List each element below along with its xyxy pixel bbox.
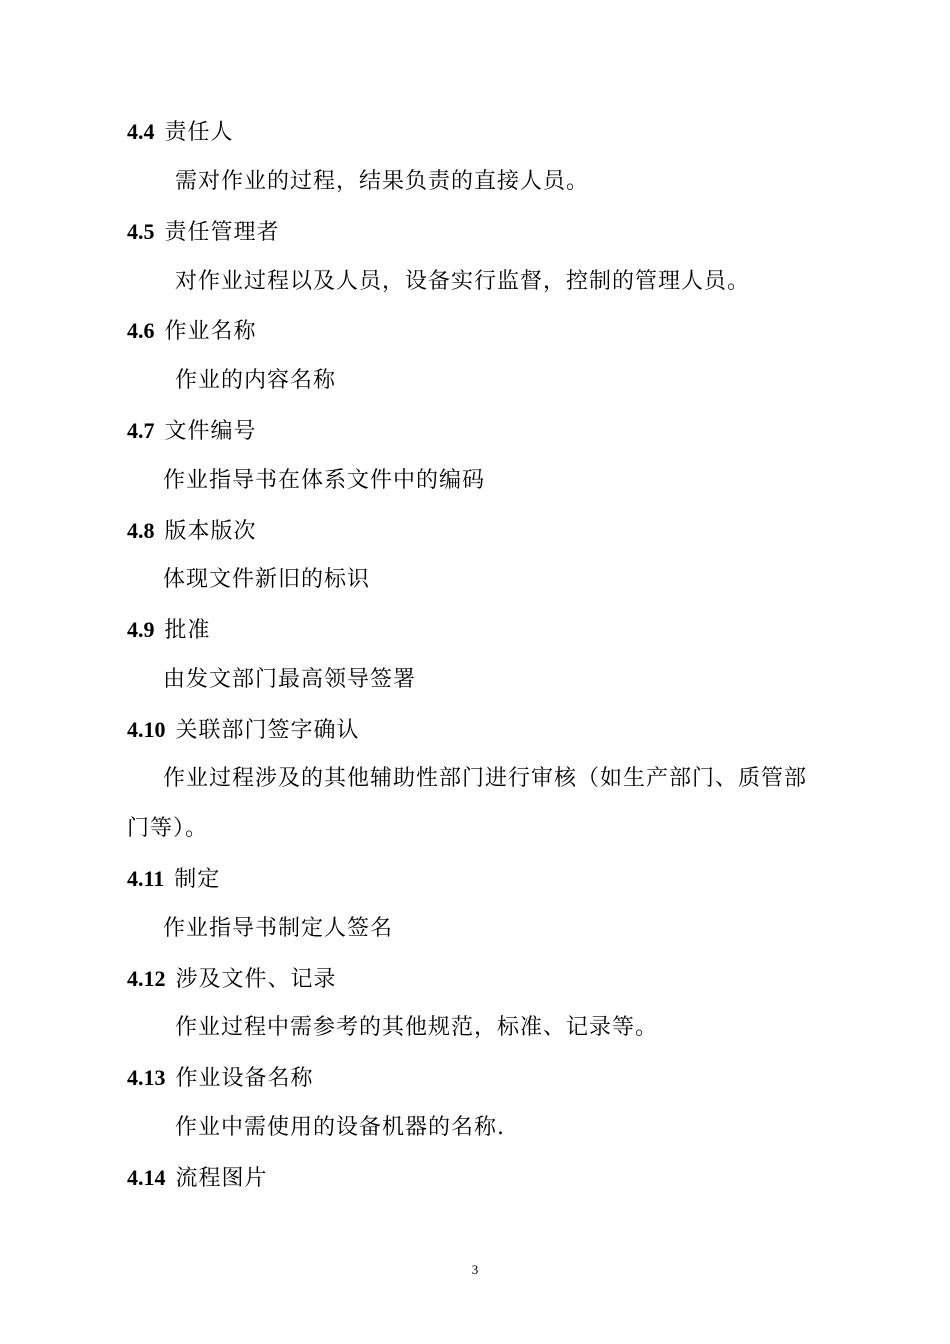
section-body-4-8: 体现文件新旧的标识 — [163, 567, 371, 592]
section-body-4-9: 由发文部门最高领导签署 — [163, 667, 417, 692]
section-heading-4-4 — [127, 117, 234, 148]
section-heading-4-13 — [127, 1063, 314, 1094]
section-heading-4-5 — [127, 217, 280, 248]
section-body-4-6: 作业的内容名称 — [175, 368, 337, 393]
section-body-4-10: 作业过程涉及的其他辅助性部门进行审核（如生产部门、质管部 — [163, 766, 808, 791]
section-title: 制定 — [174, 867, 221, 892]
section-heading-4-10 — [127, 715, 360, 746]
section-body-4-12: 作业过程中需参考的其他规范，标准、记录等。 — [175, 1015, 659, 1040]
section-body-4-4: 需对作业的过程，结果负责的直接人员。 — [175, 169, 590, 194]
section-number: 4.4 — [127, 119, 155, 144]
section-heading-4-11 — [127, 864, 220, 895]
section-title: 流程图片 — [175, 1166, 268, 1191]
section-heading-4-7 — [127, 416, 257, 447]
section-heading-4-8 — [127, 516, 257, 547]
section-number: 4.8 — [127, 518, 155, 543]
section-title: 涉及文件、记录 — [175, 967, 337, 992]
section-title: 责任管理者 — [164, 220, 280, 245]
section-title: 作业设备名称 — [175, 1066, 314, 1091]
section-number: 4.5 — [127, 219, 155, 244]
section-title: 作业名称 — [164, 319, 257, 344]
section-title: 版本版次 — [164, 519, 257, 544]
section-body-4-13: 作业中需使用的设备机器的名称. — [175, 1115, 505, 1140]
section-body-4-11: 作业指导书制定人签名 — [163, 916, 394, 941]
section-number: 4.11 — [127, 866, 165, 891]
section-number: 4.7 — [127, 418, 155, 443]
section-title: 责任人 — [164, 120, 234, 145]
section-body-4-10-continued: 门等）。 — [127, 816, 209, 841]
section-number: 4.10 — [127, 717, 166, 742]
section-number: 4.14 — [127, 1165, 166, 1190]
section-body-4-5: 对作业过程以及人员，设备实行监督，控制的管理人员。 — [175, 269, 751, 294]
section-body-4-7: 作业指导书在体系文件中的编码 — [163, 468, 486, 493]
section-title: 文件编号 — [164, 419, 257, 444]
section-number: 4.12 — [127, 966, 166, 991]
section-heading-4-12 — [127, 964, 337, 995]
section-title: 批准 — [164, 618, 211, 643]
section-title: 关联部门签字确认 — [175, 718, 360, 743]
section-number: 4.9 — [127, 617, 155, 642]
section-heading-4-9 — [127, 615, 211, 646]
page-number: 3 — [471, 1262, 479, 1277]
section-heading-4-6 — [127, 316, 257, 347]
section-heading-4-14 — [127, 1163, 268, 1194]
section-number: 4.13 — [127, 1065, 166, 1090]
section-number: 4.6 — [127, 318, 155, 343]
